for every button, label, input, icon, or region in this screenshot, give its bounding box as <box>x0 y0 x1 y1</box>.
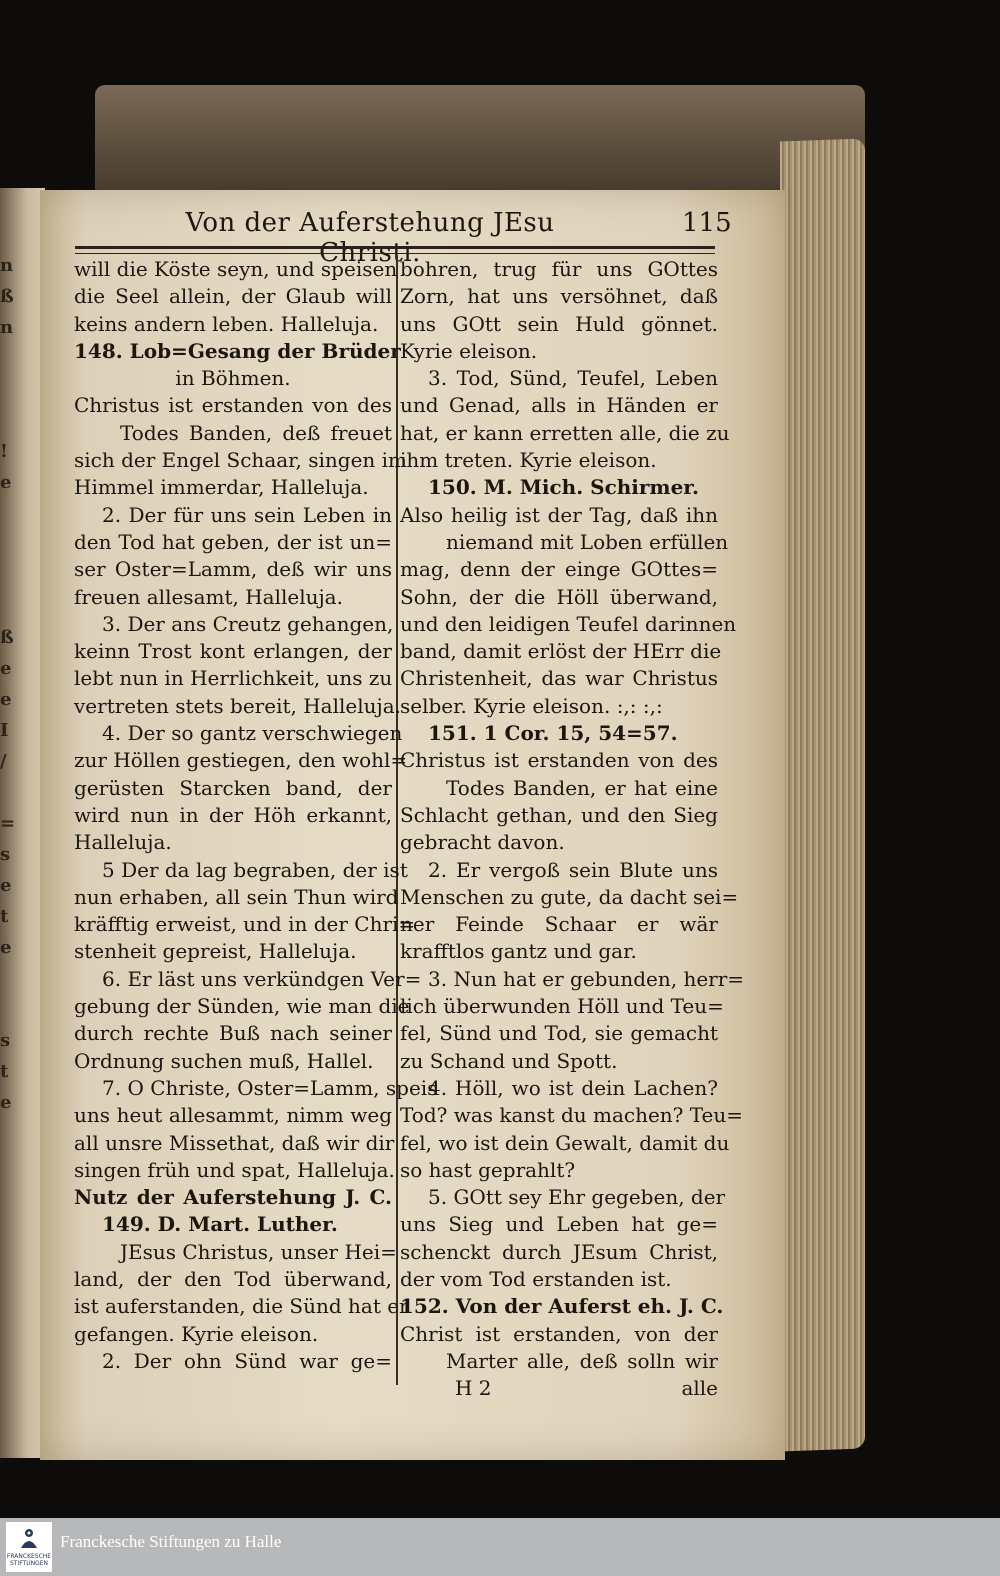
text-line: keinn Trost kont erlangen, der <box>74 639 392 664</box>
book-page-edges <box>780 139 865 1452</box>
text-line: den Tod hat geben, der ist un= <box>74 529 392 554</box>
text-line: gefangen. Kyrie eleison. <box>74 1321 319 1346</box>
text-line: hat, er kann erretten alle, die zu <box>400 420 730 445</box>
text-line: 3. Tod, Sünd, Teufel, Leben <box>428 366 718 391</box>
text-line: kräfftig erweist, und in der Chri= <box>74 912 416 937</box>
text-line: 2. Der für uns sein Leben in <box>102 502 392 527</box>
text-line: sich der Engel Schaar, singen im <box>74 448 408 473</box>
text-line: Todes Banden, er hat eine <box>446 775 718 800</box>
page-number: 115 <box>682 208 732 238</box>
text-line: durch rechte Buß nach seiner <box>74 1021 392 1046</box>
text-line: Ordnung suchen muß, Hallel. <box>74 1048 374 1073</box>
text-line: Himmel immerdar, Halleluja. <box>74 475 369 500</box>
text-line: 2. Er vergoß sein Blute uns <box>428 857 718 882</box>
text-line: nun erhaben, all sein Thun wird <box>74 884 399 909</box>
text-line: vertreten stets bereit, Halleluja. <box>74 693 401 718</box>
hymn-heading: 151. 1 Cor. 15, 54=57. <box>428 721 678 746</box>
text-line: freuen allesamt, Halleluja. <box>74 584 343 609</box>
running-head: Von der Auferstehung JEsu Christi. <box>185 208 555 268</box>
hymn-heading: 152. Von der Auferst eh. J. C. <box>400 1294 724 1319</box>
text-line: niemand mit Loben erfüllen <box>446 529 729 554</box>
text-line: Christenheit, das war Christus <box>400 666 718 691</box>
text-line: 4. Der so gantz verschwiegen <box>102 721 403 746</box>
text-line: ser Oster=Lamm, deß wir uns <box>74 557 392 582</box>
text-line: die Seel allein, der Glaub will <box>74 284 392 309</box>
hymn-heading: 150. M. Mich. Schirmer. <box>428 475 699 500</box>
text-line: 2. Der ohn Sünd war ge= <box>102 1348 392 1373</box>
text-line: Tod? was kanst du machen? Teu= <box>400 1103 744 1128</box>
text-line: selber. Kyrie eleison. :,: :,: <box>400 693 663 718</box>
logo-icon <box>17 1526 41 1550</box>
text-line: Zorn, hat uns versöhnet, daß <box>400 284 718 309</box>
text-line: und den leidigen Teufel darinnen <box>400 611 737 636</box>
text-line: band, damit erlöst der HErr die <box>400 639 722 664</box>
text-line: zur Höllen gestiegen, den wohl= <box>74 748 408 773</box>
text-line: gebung der Sünden, wie man die <box>74 994 410 1019</box>
text-line: stenheit gepreist, Halleluja. <box>74 939 357 964</box>
left-page-margin-letters: n ß n ! e ß e e I / = s e t e s t e <box>0 255 16 1113</box>
text-line: JEsus Christus, unser Hei= <box>120 1239 397 1264</box>
section-heading: Nutz der Auferstehung J. C. <box>74 1185 392 1210</box>
text-line: lebt nun in Herrlichkeit, uns zu <box>74 666 393 691</box>
left-column <box>74 256 438 1375</box>
text-line: 6. Er läst uns verkündgen Ver= <box>102 966 422 991</box>
hymn-heading: in Böhmen. <box>175 366 291 391</box>
header-rule <box>75 246 715 254</box>
institution-name: Franckesche Stiftungen zu Halle <box>60 1532 282 1551</box>
page-footer-line <box>400 1375 718 1402</box>
logo-text: FRANCKESCHE STIFTUNGEN <box>6 1553 52 1567</box>
text-line: bohren, trug für uns GOttes <box>400 257 718 281</box>
hymn-heading: 148. Lob=Gesang der Brüder <box>74 338 401 363</box>
text-line: ihm treten. Kyrie eleison. <box>400 448 657 473</box>
text-line: all unsre Missethat, daß wir dir <box>74 1130 395 1155</box>
text-line: 5. GOtt sey Ehr gegeben, der <box>428 1185 726 1210</box>
text-line: Marter alle, deß solln wir <box>446 1348 718 1373</box>
text-line: Kyrie eleison. <box>400 338 538 363</box>
text-line: fel, Sünd und Tod, sie gemacht <box>400 1021 718 1046</box>
text-line: uns GOtt sein Huld gönnet. <box>400 311 718 336</box>
text-line: ist auferstanden, die Sünd hat er <box>74 1294 409 1319</box>
text-line: will die Köste seyn, und speisen <box>74 257 398 281</box>
text-line: gebracht davon. <box>400 830 565 855</box>
text-line: so hast geprahlt? <box>400 1157 576 1182</box>
text-line: Schlacht gethan, und den Sieg <box>400 802 718 827</box>
text-line: der vom Tod erstanden ist. <box>400 1266 672 1291</box>
text-line: 7. O Christe, Oster=Lamm, speis <box>102 1075 438 1100</box>
text-line: Christus ist erstanden von des <box>400 748 718 773</box>
text-line: wird nun in der Höh erkannt, <box>74 802 392 827</box>
text-line: fel, wo ist dein Gewalt, damit du <box>400 1130 730 1155</box>
text-line: Halleluja. <box>74 830 172 855</box>
hymn-heading: 149. D. Mart. Luther. <box>102 1212 338 1237</box>
text-line: uns heut allesammt, nimm weg <box>74 1103 392 1128</box>
column-divider <box>396 255 398 1385</box>
right-column <box>400 256 745 1402</box>
text-line: und Genad, alls in Händen er <box>400 393 718 418</box>
text-line: uns Sieg und Leben hat ge= <box>400 1212 718 1237</box>
catchword: alle <box>681 1376 718 1401</box>
book-top-edge <box>95 85 865 205</box>
text-line: Christus ist erstanden von des <box>74 393 392 418</box>
text-line: Menschen zu gute, da dacht sei= <box>400 884 739 909</box>
text-line: gerüsten Starcken band, der <box>74 775 392 800</box>
text-line: 3. Der ans Creutz gehangen, <box>102 611 394 636</box>
text-line: krafftlos gantz und gar. <box>400 939 637 964</box>
text-line: land, der den Tod überwand, <box>74 1266 392 1291</box>
text-line: schenckt durch JEsum Christ, <box>400 1239 718 1264</box>
text-line: lich überwunden Höll und Teu= <box>400 994 724 1019</box>
text-line: Christ ist erstanden, von der <box>400 1321 718 1346</box>
text-line: Todes Banden, deß freuet <box>120 420 392 445</box>
text-line: Sohn, der die Höll überwand, <box>400 584 718 609</box>
text-line: 5 Der da lag begraben, der ist <box>102 857 408 882</box>
text-line: keins andern leben. Halleluja. <box>74 311 379 336</box>
text-line: ner Feinde Schaar er wär <box>400 912 718 937</box>
text-line: 3. Nun hat er gebunden, herr= <box>428 966 745 991</box>
text-line: singen früh und spat, Halleluja. <box>74 1157 395 1182</box>
text-line: zu Schand und Spott. <box>400 1048 618 1073</box>
signature-mark: H 2 <box>455 1376 492 1401</box>
text-line: mag, denn der einge GOttes= <box>400 557 718 582</box>
text-line: 4. Höll, wo ist dein Lachen? <box>428 1075 718 1100</box>
text-line: Also heilig ist der Tag, daß ihn <box>400 502 718 527</box>
